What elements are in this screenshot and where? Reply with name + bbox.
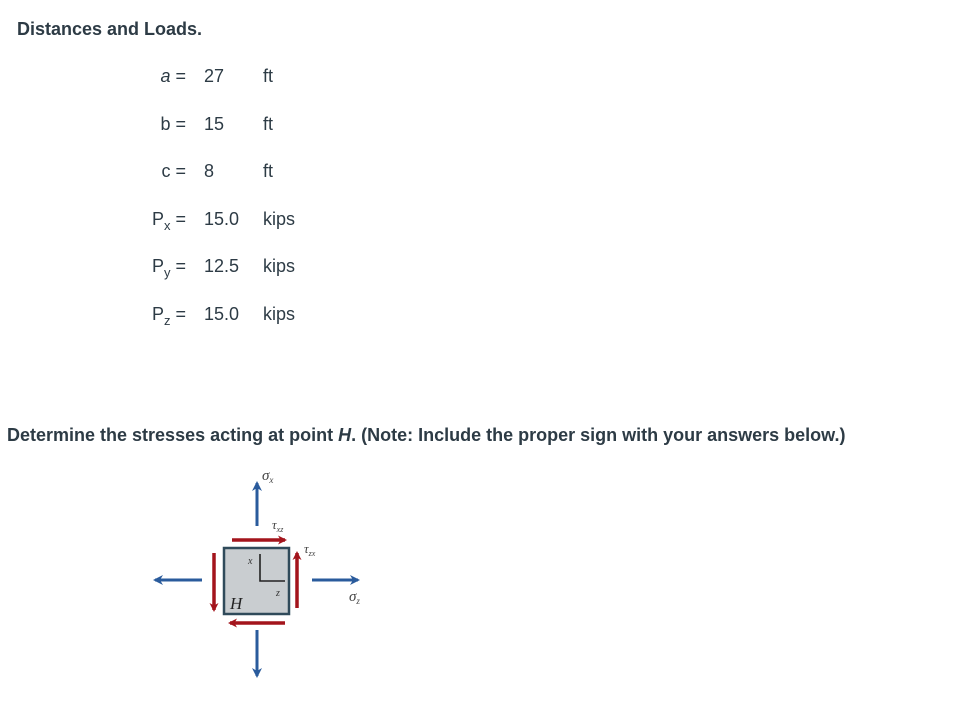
question-point: H [338, 425, 352, 445]
variable-label [100, 114, 186, 138]
question-prefix: Determine the stresses acting at point [7, 425, 339, 445]
variable-unit: kips [263, 208, 296, 229]
variable-value: 12.5 [204, 256, 240, 277]
variable-unit: kips [263, 304, 296, 324]
variable-label [100, 66, 186, 90]
axis-z-label: z [276, 588, 280, 599]
variable-value: 15.0 [204, 304, 240, 324]
variable-subscript: y [163, 265, 171, 281]
variable-subscript: z [163, 313, 171, 328]
variable-label [100, 161, 186, 185]
tau-zx-label: $\tau_{zx}$ [304, 541, 316, 558]
variable-row [0, 304, 400, 328]
variable-value: 15 [204, 113, 225, 134]
variable-value: 15.0 [204, 208, 240, 229]
sigma-x-label: $\sigma_x$ [262, 468, 274, 485]
variable-unit: ft [263, 113, 274, 134]
variable-symbol: c [161, 161, 171, 182]
equals-sign: = [175, 161, 186, 182]
axis-x-label: x [248, 556, 253, 567]
variable-value: 8 [204, 161, 215, 182]
variable-row [0, 161, 400, 185]
equals-sign: = [175, 66, 186, 86]
variable-subscript: x [163, 217, 171, 233]
variable-value: 27 [204, 66, 225, 86]
variable-row [0, 209, 400, 233]
equals-sign: = [175, 208, 186, 229]
variable-unit: ft [263, 66, 274, 86]
variable-label [100, 304, 186, 328]
question-suffix: . (Note: Include the proper sign with your answers below.) [351, 425, 846, 445]
stress-element-diagram [140, 458, 380, 698]
point-h-label: H [230, 594, 243, 613]
variable-symbol: P [151, 256, 164, 277]
variable-row [0, 256, 400, 280]
variable-symbol: P [151, 304, 164, 324]
equals-sign: = [175, 304, 186, 324]
equals-sign: = [175, 256, 186, 277]
tau-xz-label: $\tau_{xz}$ [272, 517, 284, 534]
variable-symbol: b [160, 113, 171, 134]
variable-row [0, 114, 400, 138]
variable-unit: ft [263, 161, 274, 182]
variable-label [100, 209, 186, 233]
variable-symbol: a [160, 66, 171, 86]
variable-unit: kips [263, 256, 296, 277]
variable-symbol: P [151, 208, 164, 229]
variable-label [100, 256, 186, 280]
sigma-z-label: $\sigma_z$ [349, 589, 360, 606]
variable-row [0, 66, 400, 90]
question-text [7, 425, 845, 446]
section-title: Distances and Loads. [17, 19, 203, 39]
equals-sign: = [175, 113, 186, 134]
